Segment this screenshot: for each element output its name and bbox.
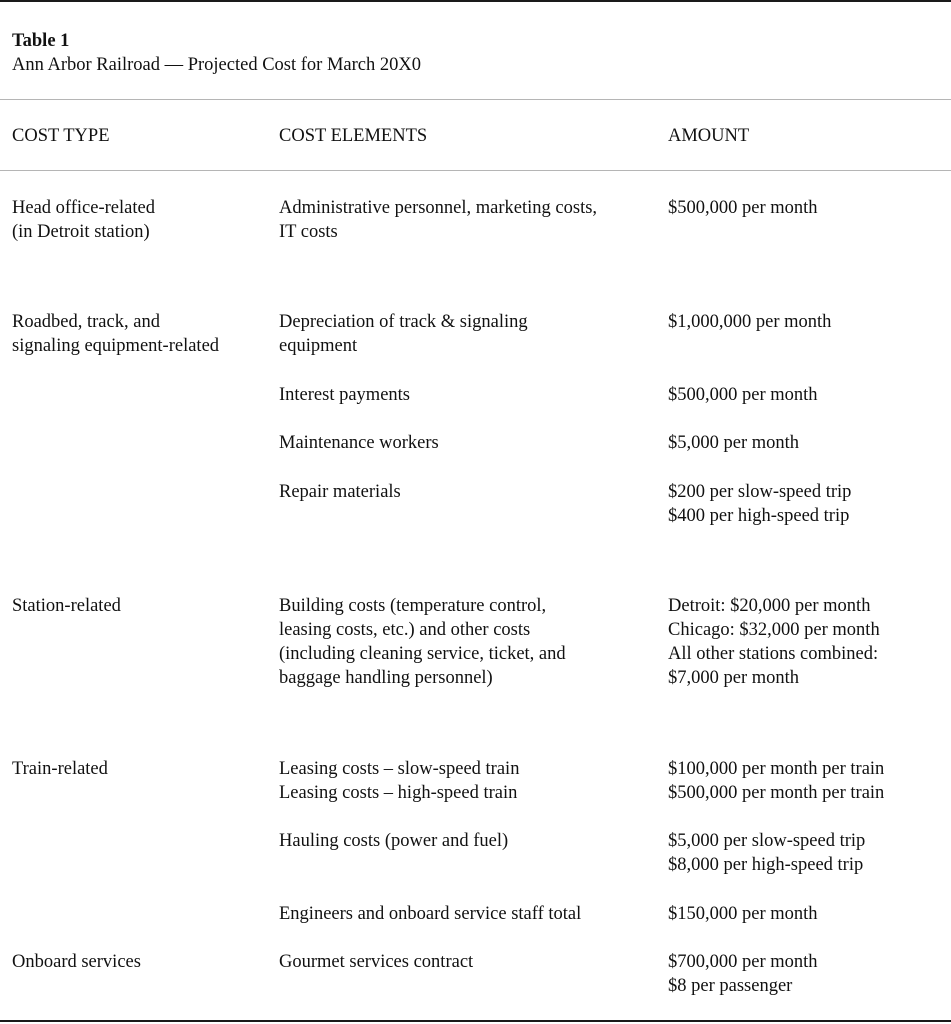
top-rule <box>0 0 951 2</box>
header-cost-elements: COST ELEMENTS <box>279 126 428 146</box>
table-caption: Ann Arbor Railroad — Projected Cost for March 20X0 <box>12 55 421 75</box>
amount-interest: $500,000 per month <box>668 385 818 405</box>
table-label: Table 1 <box>12 31 70 51</box>
amount-leasing: $100,000 per month per train $500,000 per month per train <box>668 759 885 803</box>
cost-type-train: Train-related <box>12 759 108 779</box>
header-amount: AMOUNT <box>668 126 750 146</box>
cost-element-maintenance: Maintenance workers <box>279 433 439 453</box>
cost-element-gourmet: Gourmet services contract <box>279 952 474 972</box>
cost-type-head-office: Head office-related (in Detroit station) <box>12 198 155 242</box>
bottom-rule <box>0 1020 951 1022</box>
header-cost-type: COST TYPE <box>12 126 110 146</box>
cost-element-hauling: Hauling costs (power and fuel) <box>279 831 509 851</box>
amount-maintenance: $5,000 per month <box>668 433 800 453</box>
header-bottom-rule <box>0 170 951 171</box>
cost-element-administrative: Administrative personnel, marketing costs, IT costs <box>279 198 598 242</box>
cost-element-depreciation: Depreciation of track & signaling equipment <box>279 312 528 356</box>
amount-repair: $200 per slow-speed trip $400 per high-speed trip <box>668 482 852 526</box>
cost-element-interest: Interest payments <box>279 385 410 405</box>
cost-element-building: Building costs (temperature control, leasing costs, etc.) and other costs (including cleaning service, ticket, and baggage handling personnel) <box>279 596 566 688</box>
header-top-rule <box>0 99 951 100</box>
amount-hauling: $5,000 per slow-speed trip $8,000 per high-speed trip <box>668 831 866 875</box>
amount-gourmet: $700,000 per month $8 per passenger <box>668 952 818 996</box>
cost-element-leasing: Leasing costs – slow-speed train Leasing costs – high-speed train <box>279 759 520 803</box>
cost-type-roadbed: Roadbed, track, and signaling equipment-related <box>12 312 220 356</box>
cost-type-station: Station-related <box>12 596 121 616</box>
amount-depreciation: $1,000,000 per month <box>668 312 832 332</box>
cost-element-engineers: Engineers and onboard service staff total <box>279 904 582 924</box>
amount-engineers: $150,000 per month <box>668 904 818 924</box>
table-title <box>12 29 421 77</box>
cost-type-onboard: Onboard services <box>12 952 141 972</box>
amount-administrative: $500,000 per month <box>668 198 818 218</box>
amount-building: Detroit: $20,000 per month Chicago: $32,000 per month All other stations combined: $7,000 per month <box>668 596 880 688</box>
cost-element-repair: Repair materials <box>279 482 401 502</box>
